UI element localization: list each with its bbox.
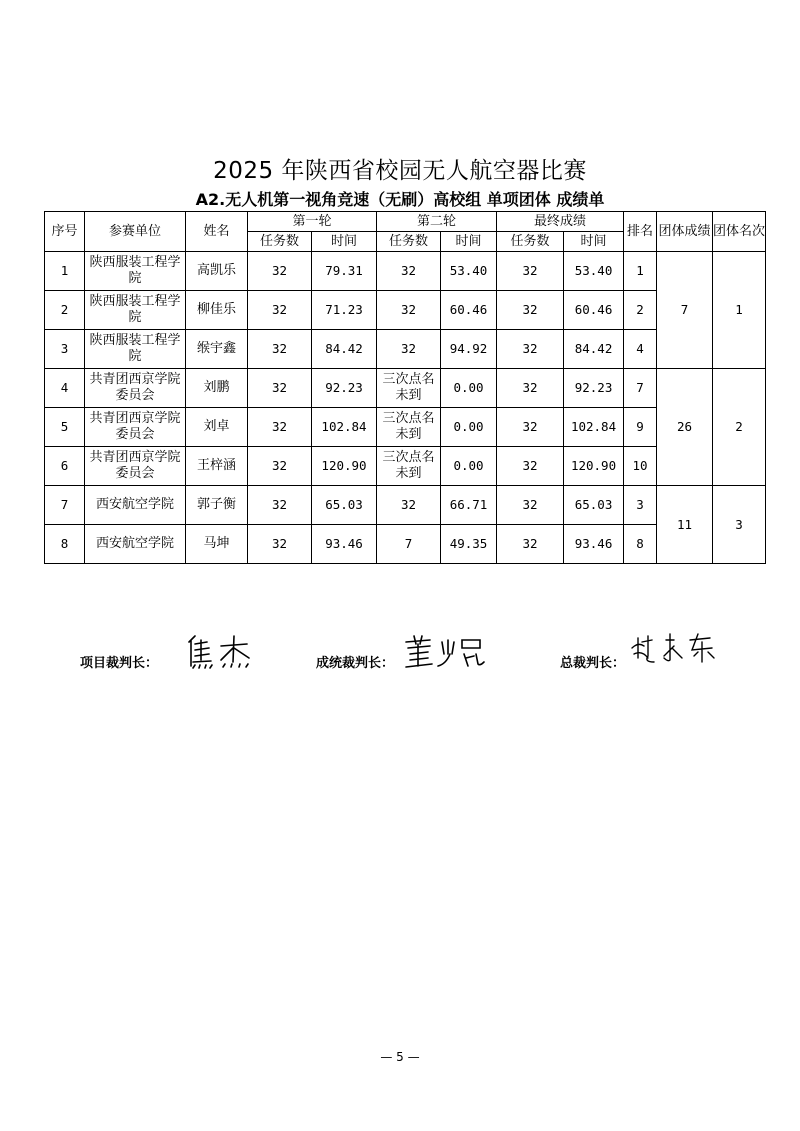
- name-cell: 柳佳乐: [186, 291, 248, 330]
- page-number: — 5 —: [380, 1050, 420, 1064]
- signature-block: [0, 628, 800, 678]
- unit-cell: 西安航空学院: [85, 486, 186, 525]
- unit-cell: 西安航空学院: [85, 525, 186, 564]
- team-score-cell: 11: [657, 486, 713, 564]
- r2-time-cell: 66.71: [441, 486, 497, 525]
- header-unit: 参赛单位: [85, 212, 186, 252]
- r2-tasks-cell: 32: [377, 252, 441, 291]
- name-cell: 刘卓: [186, 408, 248, 447]
- rank-cell: 2: [624, 291, 657, 330]
- r2-time-cell: 0.00: [441, 369, 497, 408]
- final-time-cell: 93.46: [564, 525, 624, 564]
- r1-tasks-cell: 32: [248, 447, 312, 486]
- chief-judge-signature: [628, 628, 728, 670]
- rank-cell: 4: [624, 330, 657, 369]
- unit-cell: 共青团西京学院委员会: [85, 408, 186, 447]
- final-time-cell: 92.23: [564, 369, 624, 408]
- r2-time-cell: 0.00: [441, 447, 497, 486]
- team-rank-cell: 2: [713, 369, 766, 486]
- name-cell: 王梓涵: [186, 447, 248, 486]
- final-time-cell: 53.40: [564, 252, 624, 291]
- r2-time-cell: 53.40: [441, 252, 497, 291]
- final-tasks-cell: 32: [497, 408, 564, 447]
- r2-tasks-cell: 三次点名未到: [377, 447, 441, 486]
- rank-cell: 7: [624, 369, 657, 408]
- project-judge-label: 项目裁判长：: [80, 656, 159, 671]
- seq-cell: 6: [45, 447, 85, 486]
- seq-cell: 5: [45, 408, 85, 447]
- r1-time-cell: 84.42: [312, 330, 377, 369]
- r1-time-cell: 79.31: [312, 252, 377, 291]
- header-round2: 第二轮: [377, 212, 497, 232]
- seq-cell: 7: [45, 486, 85, 525]
- table-row: [45, 369, 766, 408]
- document-subtitle: A2.无人机第一视角竞速（无刷）高校组 单项团体 成绩单: [195, 190, 605, 209]
- final-tasks-cell: 32: [497, 252, 564, 291]
- r1-tasks-cell: 32: [248, 330, 312, 369]
- r2-time-cell: 49.35: [441, 525, 497, 564]
- final-time-cell: 102.84: [564, 408, 624, 447]
- name-cell: 刘鹏: [186, 369, 248, 408]
- header-name: 姓名: [186, 212, 248, 252]
- team-score-cell: 26: [657, 369, 713, 486]
- header-team-rank: 团体名次: [713, 212, 766, 252]
- final-tasks-cell: 32: [497, 330, 564, 369]
- header-final-tasks: 任务数: [497, 232, 564, 252]
- header-r2-time: 时间: [441, 232, 497, 252]
- results-table: [44, 211, 766, 564]
- header-final-time: 时间: [564, 232, 624, 252]
- unit-cell: 陕西服装工程学院: [85, 252, 186, 291]
- team-score-cell: 7: [657, 252, 713, 369]
- r1-time-cell: 71.23: [312, 291, 377, 330]
- final-tasks-cell: 32: [497, 369, 564, 408]
- chief-judge-label: 总裁判长：: [560, 656, 626, 671]
- header-r1-tasks: 任务数: [248, 232, 312, 252]
- header-team-score: 团体成绩: [657, 212, 713, 252]
- r1-time-cell: 93.46: [312, 525, 377, 564]
- seq-cell: 1: [45, 252, 85, 291]
- name-cell: 高凯乐: [186, 252, 248, 291]
- rank-cell: 3: [624, 486, 657, 525]
- rank-cell: 8: [624, 525, 657, 564]
- header-r1-time: 时间: [312, 232, 377, 252]
- r1-tasks-cell: 32: [248, 252, 312, 291]
- r2-tasks-cell: 32: [377, 330, 441, 369]
- r1-time-cell: 65.03: [312, 486, 377, 525]
- score-judge-label: 成统裁判长：: [316, 656, 395, 671]
- r2-time-cell: 60.46: [441, 291, 497, 330]
- header-seq: 序号: [45, 212, 85, 252]
- project-judge-signature: [183, 632, 257, 672]
- seq-cell: 2: [45, 291, 85, 330]
- r2-time-cell: 0.00: [441, 408, 497, 447]
- final-tasks-cell: 32: [497, 486, 564, 525]
- r1-tasks-cell: 32: [248, 291, 312, 330]
- rank-cell: 9: [624, 408, 657, 447]
- final-time-cell: 60.46: [564, 291, 624, 330]
- rank-cell: 1: [624, 252, 657, 291]
- score-judge-signature: [402, 632, 488, 672]
- unit-cell: 共青团西京学院委员会: [85, 447, 186, 486]
- name-cell: 缑宇鑫: [186, 330, 248, 369]
- table-row: [45, 486, 766, 525]
- final-time-cell: 120.90: [564, 447, 624, 486]
- document-title: 2025 年陕西省校园无人航空器比赛: [213, 158, 587, 184]
- r2-time-cell: 94.92: [441, 330, 497, 369]
- final-tasks-cell: 32: [497, 525, 564, 564]
- r2-tasks-cell: 32: [377, 486, 441, 525]
- final-time-cell: 65.03: [564, 486, 624, 525]
- table-row: [45, 252, 766, 291]
- r1-tasks-cell: 32: [248, 525, 312, 564]
- header-final: 最终成绩: [497, 212, 624, 232]
- r1-time-cell: 92.23: [312, 369, 377, 408]
- name-cell: 郭子衡: [186, 486, 248, 525]
- final-time-cell: 84.42: [564, 330, 624, 369]
- r1-tasks-cell: 32: [248, 486, 312, 525]
- seq-cell: 4: [45, 369, 85, 408]
- unit-cell: 共青团西京学院委员会: [85, 369, 186, 408]
- header-r2-tasks: 任务数: [377, 232, 441, 252]
- name-cell: 马坤: [186, 525, 248, 564]
- header-rank: 排名: [624, 212, 657, 252]
- unit-cell: 陕西服装工程学院: [85, 291, 186, 330]
- header-round1: 第一轮: [248, 212, 377, 232]
- r2-tasks-cell: 7: [377, 525, 441, 564]
- unit-cell: 陕西服装工程学院: [85, 330, 186, 369]
- r2-tasks-cell: 三次点名未到: [377, 408, 441, 447]
- final-tasks-cell: 32: [497, 447, 564, 486]
- r1-tasks-cell: 32: [248, 408, 312, 447]
- final-tasks-cell: 32: [497, 291, 564, 330]
- seq-cell: 8: [45, 525, 85, 564]
- r2-tasks-cell: 32: [377, 291, 441, 330]
- seq-cell: 3: [45, 330, 85, 369]
- r1-time-cell: 120.90: [312, 447, 377, 486]
- rank-cell: 10: [624, 447, 657, 486]
- r1-time-cell: 102.84: [312, 408, 377, 447]
- team-rank-cell: 3: [713, 486, 766, 564]
- r1-tasks-cell: 32: [248, 369, 312, 408]
- team-rank-cell: 1: [713, 252, 766, 369]
- r2-tasks-cell: 三次点名未到: [377, 369, 441, 408]
